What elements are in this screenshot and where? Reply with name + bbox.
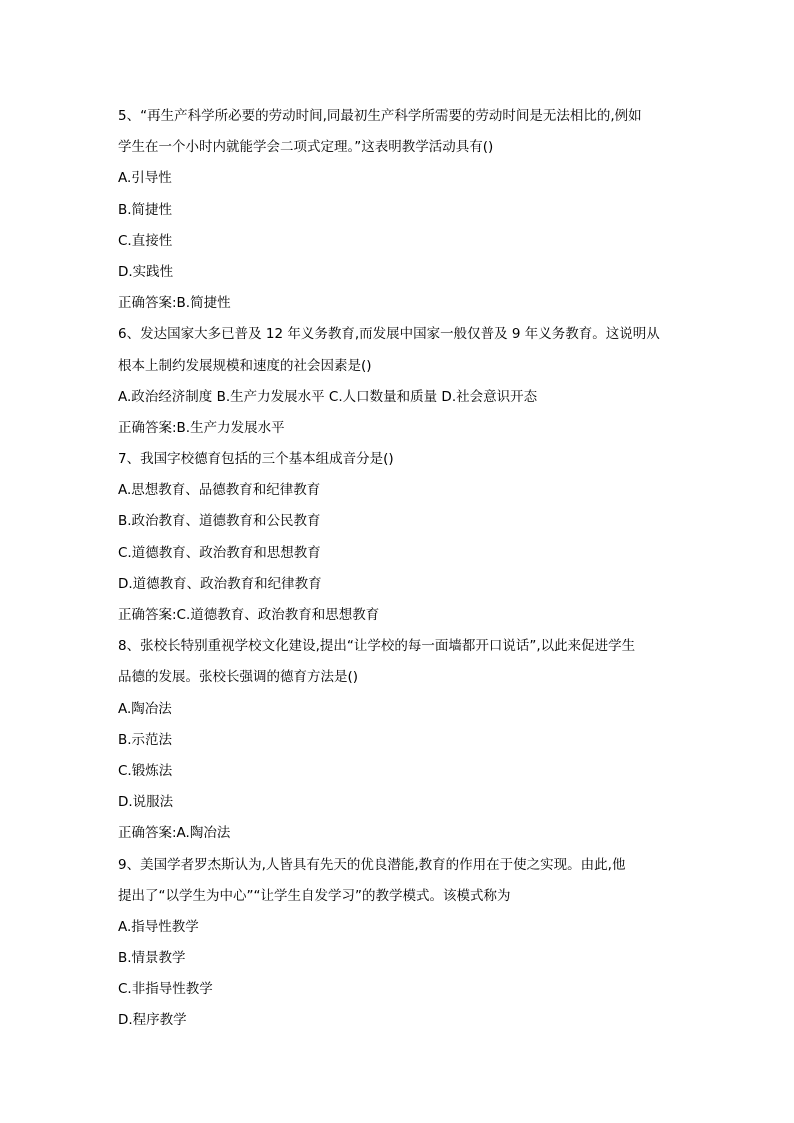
- question-stem: 学生在一个小时内就能学会二项式定理。”这表明教学活动具有(): [118, 139, 494, 156]
- option-b: B.情景教学: [118, 950, 186, 967]
- question-stem: 5、“再生产科学所必要的劳动时间,同最初生产科学所需要的劳动时间是无法相比的,例如: [118, 108, 642, 124]
- question-8: [118, 631, 688, 849]
- option-d: D.道德教育、政治教育和纪律教育: [118, 575, 322, 592]
- option-d: D.程序教学: [118, 1012, 187, 1029]
- question-stem: 8、张校长特别重视学校文化建设,提出“让学校的每一面墙都开口说话”,以此来促进学生: [118, 638, 636, 655]
- question-5: [118, 101, 688, 319]
- option-d: D.实践性: [118, 263, 174, 280]
- option-d: D.说服法: [118, 794, 174, 811]
- question-9: [118, 850, 688, 1037]
- correct-answer: 正确答案:A.陶冶法: [118, 825, 231, 842]
- question-stem: 9、美国学者罗杰斯认为,人皆具有先天的优良潜能,教育的作用在于使之实现。由此,他: [118, 856, 626, 873]
- option-a: A.思想教育、品德教育和纪律教育: [118, 482, 321, 499]
- option-b: B.示范法: [118, 731, 173, 748]
- question-stem: 品德的发展。张校长强调的德育方法是(): [118, 669, 359, 686]
- question-stem: 6、发达国家大多已普及 12 年义务教育,而发展中国家一般仅普及 9 年义务教育。这说明从: [118, 326, 660, 343]
- document-page: [118, 101, 688, 1037]
- question-stem: 根本上制约发展规模和速度的社会因素是(): [118, 357, 372, 374]
- options-inline: A.政治经济制度 B.生产力发展水平 C.人口数量和质量 D.社会意识开态: [118, 388, 538, 405]
- option-c: C.非指导性教学: [118, 981, 213, 998]
- question-7: [118, 444, 688, 631]
- option-a: A.引导性: [118, 170, 172, 187]
- option-a: A.陶冶法: [118, 700, 172, 717]
- question-6: [118, 319, 688, 444]
- correct-answer: 正确答案:B.简捷性: [118, 295, 231, 312]
- option-c: C.直接性: [118, 232, 173, 249]
- option-b: B.政治教育、道德教育和公民教育: [118, 513, 321, 530]
- option-b: B.简捷性: [118, 201, 173, 218]
- option-a: A.指导性教学: [118, 918, 199, 935]
- option-c: C.道德教育、政治教育和思想教育: [118, 544, 321, 561]
- correct-answer: 正确答案:C.道德教育、政治教育和思想教育: [118, 607, 380, 623]
- option-c: C.锻炼法: [118, 762, 173, 779]
- question-stem: 提出了“以学生为中心”“让学生自发学习”的教学模式。该模式称为: [118, 887, 511, 904]
- question-stem: 7、我国字校德育包括的三个基本组成音分是(): [118, 451, 394, 468]
- correct-answer: 正确答案:B.生产力发展水平: [118, 419, 285, 436]
